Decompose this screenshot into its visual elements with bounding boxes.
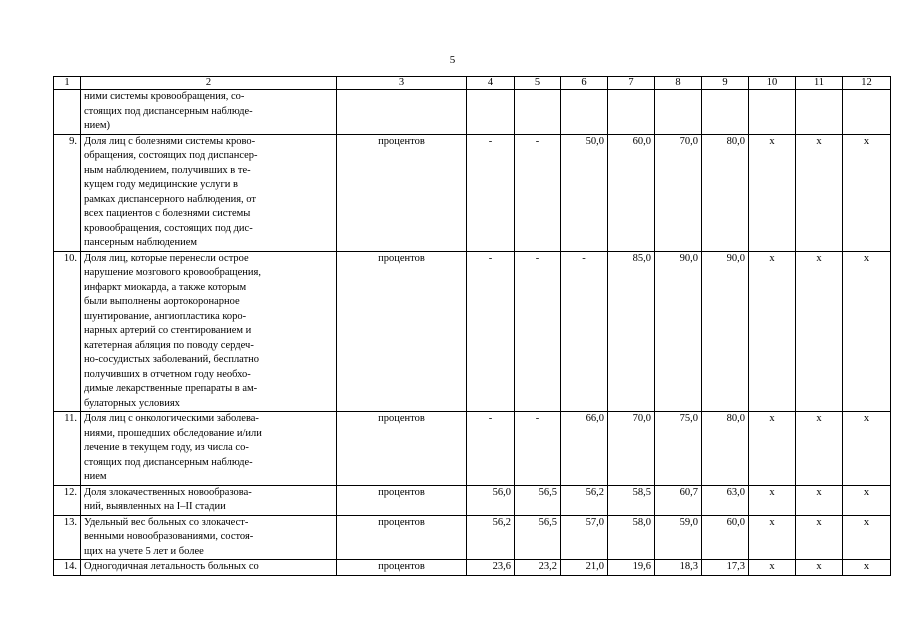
indicator-name [81,560,337,576]
indicator-name-line: Доля лиц с болезнями системы крово- [84,135,256,147]
unit-cell [337,90,467,135]
column-header: 11 [796,77,843,90]
table-row [54,485,891,515]
value-cell: 23,2 [515,560,561,576]
column-header: 8 [655,77,702,90]
value-cell: х [843,251,891,412]
indicator-name-line: нием [84,471,107,482]
value-cell: 85,0 [608,251,655,412]
value-cell: 56,2 [561,485,608,515]
indicator-name-line: стоящих под диспансерным наблюде- [84,105,253,117]
table-row [54,412,891,486]
indicator-name-line: лечение в текущем году, из числа со- [84,442,249,453]
unit-cell: процентов [337,134,467,251]
indicator-name-line: шунтирование, ангиопластика коро- [84,310,247,322]
indicator-name [81,134,337,251]
value-cell: 80,0 [702,412,749,486]
column-header: 2 [81,77,337,90]
value-cell: х [843,134,891,251]
row-number: 11. [54,412,81,486]
unit-cell: процентов [337,251,467,412]
indicator-name-line: ний, выявленных на I–II стадии [84,501,226,512]
value-cell [796,90,843,135]
indicator-name-line: стоящих под диспансерным наблюде- [84,456,253,468]
indicator-name-line: нарушение мозгового кровообращения, [84,267,261,278]
value-cell: 17,3 [702,560,749,576]
indicator-name [81,412,337,486]
value-cell [749,90,796,135]
column-header: 4 [467,77,515,90]
indicator-name-line: ними системы кровообращения, со- [84,91,245,102]
indicator-name-line: инфаркт миокарда, а также которым [84,281,247,293]
column-header: 10 [749,77,796,90]
indicator-name-line: венными новообразованиями, состоя- [84,531,254,542]
indicator-name-line: Одногодичная летальность больных со [84,561,259,572]
value-cell: х [749,134,796,251]
column-header: 7 [608,77,655,90]
value-cell: х [749,485,796,515]
value-cell: 56,5 [515,485,561,515]
indicator-name-line: были выполнены аортокоронарное [84,296,240,307]
value-cell: 75,0 [655,412,702,486]
value-cell: 70,0 [655,134,702,251]
indicators-table [53,76,891,576]
indicator-name [81,90,337,135]
value-cell: 60,0 [702,515,749,560]
indicator-name-line: Доля лиц, которые перенесли острое [84,252,249,264]
value-cell: х [843,560,891,576]
column-header: 1 [54,77,81,90]
value-cell: 57,0 [561,515,608,560]
value-cell: 60,0 [608,134,655,251]
table-header-row [54,77,891,90]
value-cell [655,90,702,135]
value-cell [515,90,561,135]
indicator-name [81,515,337,560]
value-cell: х [843,485,891,515]
value-cell [608,90,655,135]
value-cell: х [796,412,843,486]
value-cell [561,90,608,135]
value-cell: - [515,412,561,486]
value-cell: 80,0 [702,134,749,251]
page-number: 5 [449,54,456,66]
value-cell: х [749,515,796,560]
unit-cell: процентов [337,515,467,560]
value-cell: 19,6 [608,560,655,576]
value-cell: - [467,412,515,486]
table-row [54,90,891,135]
column-header: 9 [702,77,749,90]
unit-cell: процентов [337,412,467,486]
value-cell: 21,0 [561,560,608,576]
indicator-name-line: пансерным наблюдением [84,237,197,248]
value-cell: 56,5 [515,515,561,560]
value-cell [702,90,749,135]
indicator-name-line: Доля лиц с онкологическими заболева- [84,413,259,424]
value-cell [843,90,891,135]
row-number [54,90,81,135]
row-number: 12. [54,485,81,515]
value-cell: 18,3 [655,560,702,576]
indicator-name-line: кровообращения, состоящих под дис- [84,222,253,234]
indicator-name-line: получивших в отчетном году необхо- [84,368,251,380]
column-header: 3 [337,77,467,90]
value-cell: х [843,412,891,486]
value-cell: 56,0 [467,485,515,515]
indicator-name [81,485,337,515]
value-cell: х [796,485,843,515]
indicator-name-line: булаторных условиях [84,397,180,409]
value-cell: х [749,412,796,486]
value-cell: х [749,560,796,576]
value-cell: х [796,251,843,412]
value-cell [467,90,515,135]
value-cell: 66,0 [561,412,608,486]
unit-cell: процентов [337,560,467,576]
value-cell: 60,7 [655,485,702,515]
table-row [54,251,891,412]
value-cell: х [796,134,843,251]
value-cell: 90,0 [702,251,749,412]
indicator-name-line: нарных артерий со стентированием и [84,325,252,336]
indicator-name-line: димые лекарственные препараты в ам- [84,383,258,394]
row-number: 9. [54,134,81,251]
column-header: 12 [843,77,891,90]
value-cell: 63,0 [702,485,749,515]
row-number: 14. [54,560,81,576]
table-row [54,134,891,251]
value-cell: х [796,515,843,560]
indicator-name-line: кущем году медицинские услуги в [84,179,238,190]
table-row [54,515,891,560]
value-cell: 59,0 [655,515,702,560]
value-cell: х [749,251,796,412]
value-cell: х [843,515,891,560]
indicator-name-line: Доля злокачественных новообразова- [84,486,252,498]
value-cell: х [796,560,843,576]
indicator-name-line: рамках диспансерного наблюдения, от [84,193,256,205]
value-cell: - [467,134,515,251]
column-header: 5 [515,77,561,90]
value-cell: - [515,251,561,412]
value-cell: 50,0 [561,134,608,251]
indicator-name-line: ным наблюдением, получивших в те- [84,164,251,176]
value-cell: 56,2 [467,515,515,560]
value-cell: 23,6 [467,560,515,576]
value-cell: 58,5 [608,485,655,515]
table-row [54,560,891,576]
indicator-name [81,251,337,412]
row-number: 13. [54,515,81,560]
indicator-name-line: Удельный вес больных со злокачест- [84,516,249,528]
value-cell: 58,0 [608,515,655,560]
value-cell: - [561,251,608,412]
value-cell: - [467,251,515,412]
indicator-name-line: но-сосудистых заболеваний, бесплатно [84,354,260,365]
value-cell: 70,0 [608,412,655,486]
indicator-name-line: обращения, состоящих под диспансер- [84,150,258,161]
indicator-name-line: ниями, прошедших обследование и/или [84,427,262,439]
column-header: 6 [561,77,608,90]
unit-cell: процентов [337,485,467,515]
indicator-name-line: щих на учете 5 лет и более [84,545,204,557]
row-number: 10. [54,251,81,412]
value-cell: - [515,134,561,251]
indicator-name-line: всех пациентов с болезнями системы [84,208,251,219]
value-cell: 90,0 [655,251,702,412]
indicator-name-line: нием) [84,120,111,131]
indicator-name-line: катетерная абляция по поводу сердеч- [84,339,254,351]
